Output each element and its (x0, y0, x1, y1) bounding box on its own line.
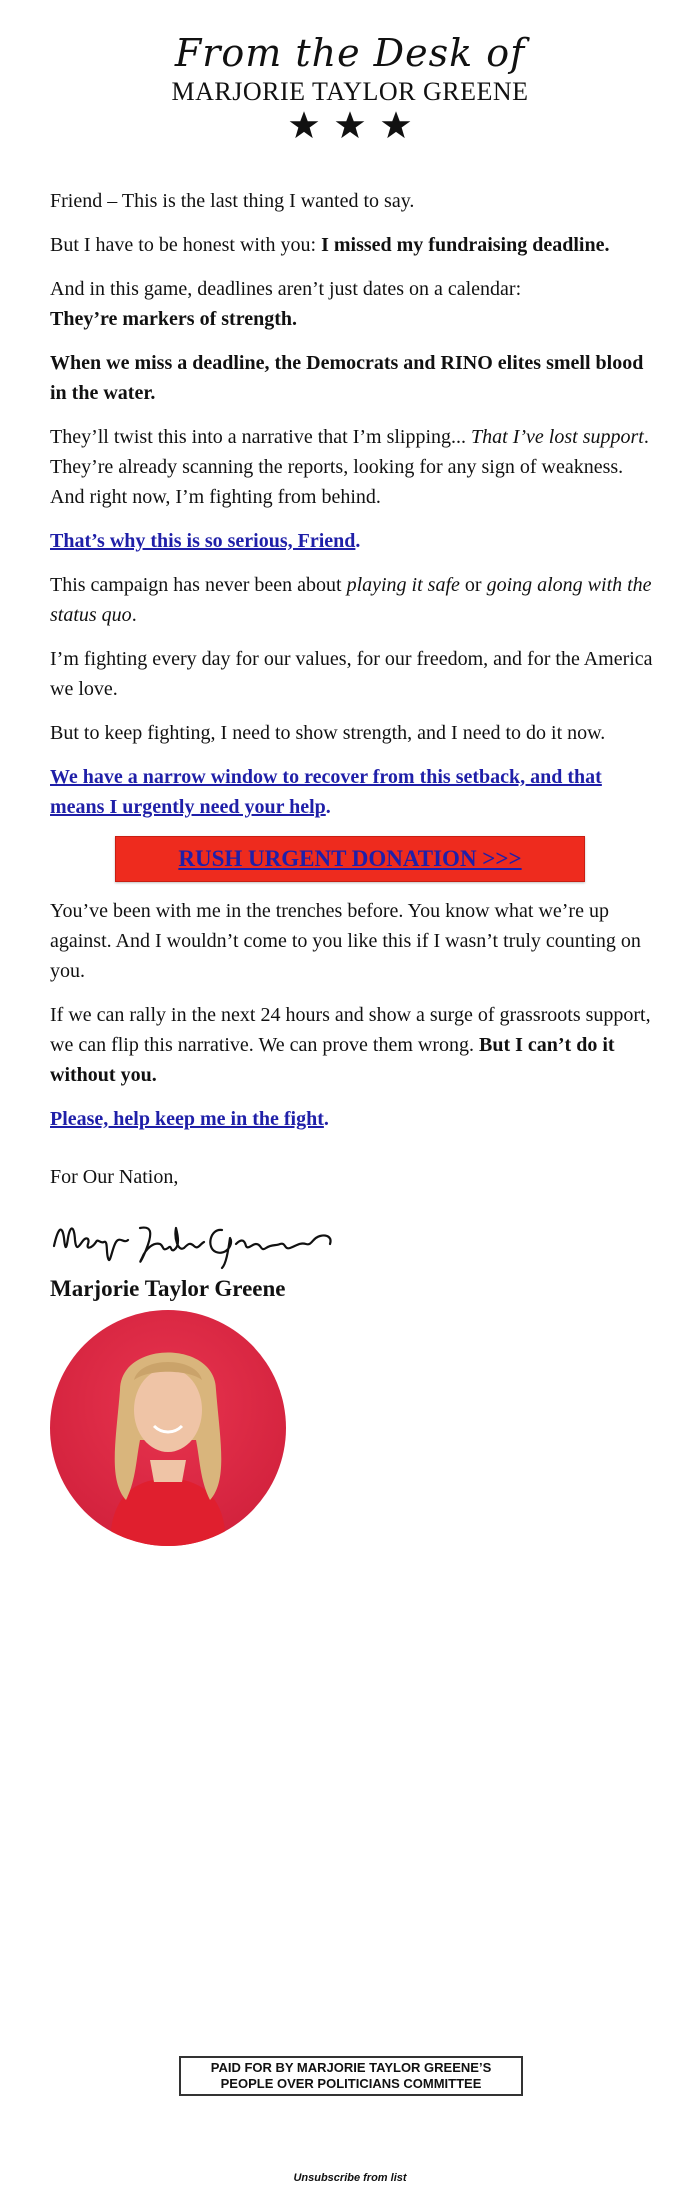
star-icon (289, 110, 319, 140)
desk-line: From the Desk of (174, 31, 526, 75)
paragraph-trenches: You’ve been with me in the trenches before. You know what we’re up against. And I wouldn’t come to you like this if I wasn’t truly counting on you. (50, 900, 641, 982)
text-span: This campaign has never been about (50, 574, 347, 596)
paragraph-strength: But to keep fighting, I need to show strength, and I need to do it now. (50, 722, 606, 744)
text-span: And in this game, deadlines aren’t just dates on a calendar: (50, 278, 522, 300)
italic-text: going along with the status quo (50, 574, 652, 626)
letterhead (0, 30, 700, 144)
unsubscribe-link[interactable]: Unsubscribe from list (293, 2172, 407, 2184)
paid-line-1: PAID FOR BY MARJORIE TAYLOR GREENE’S (210, 2060, 492, 2075)
paragraph-campaign (50, 570, 660, 630)
paragraph-narrative (50, 422, 660, 512)
text-span: They’ll twist this into a narrative that I’m slipping... (50, 426, 472, 448)
italic-text: playing it safe (346, 574, 460, 596)
paid-line-2: PEOPLE OVER POLITICIANS COMMITTEE (220, 2076, 482, 2091)
period: . (325, 796, 331, 818)
star-icon (381, 110, 411, 140)
italic-text: That I’ve lost support (471, 426, 644, 448)
text-span: But I have to be honest with you: (50, 234, 322, 256)
bold-text: They’re markers of strength. (50, 308, 297, 330)
bold-text: When we miss a deadline, the Democrats and RINO elites smell blood in the water. (50, 352, 644, 404)
text-span: If we can rally in the next 24 hours and show a surge of grassroots support, we can flip this narrative. We can prove them wrong. (50, 1004, 651, 1056)
star-icon (335, 110, 365, 140)
rush-donation-button[interactable]: RUSH URGENT DONATION >>> (115, 836, 585, 882)
paid-for-disclaimer (179, 2056, 523, 2096)
paragraph-values: I’m fighting every day for our values, for our freedom, and for the America we love. (50, 648, 653, 700)
signer-name: Marjorie Taylor Greene (50, 1276, 286, 1301)
paragraph-link-window (50, 762, 660, 822)
bold-text: I missed my fundraising deadline. (321, 234, 610, 256)
text-span: . (131, 604, 137, 626)
stars-row (0, 110, 700, 144)
paragraph-blood (50, 348, 660, 408)
paragraph-link-fight (50, 1104, 660, 1134)
paragraph-rally (50, 1000, 660, 1090)
letterhead-name: MARJORIE TAYLOR GREENE (171, 77, 529, 106)
keep-fight-link[interactable]: Please, help keep me in the fight (50, 1108, 324, 1130)
period: . (355, 530, 361, 552)
serious-link[interactable]: That’s why this is so serious, Friend (50, 530, 356, 552)
portrait-photo (50, 1310, 286, 1546)
paragraph-deadlines (50, 274, 660, 334)
closing-line: For Our Nation, (50, 1166, 179, 1188)
signature-image (50, 1208, 660, 1272)
bold-text: But I can’t do it without you. (50, 1034, 615, 1086)
letter-body (50, 186, 660, 1546)
text-span: . They’re already scanning the reports, looking for any sign of weakness. And right now, I’m fighting from behind. (50, 426, 649, 508)
text-span: or (459, 574, 487, 596)
paragraph-link-serious (50, 526, 660, 556)
paragraph-honest (50, 230, 660, 260)
period: . (323, 1108, 329, 1130)
narrow-window-link[interactable]: We have a narrow window to recover from this setback, and that means I urgently need your help (50, 766, 602, 818)
paragraph-greeting: Friend – This is the last thing I wanted to say. (50, 190, 415, 212)
